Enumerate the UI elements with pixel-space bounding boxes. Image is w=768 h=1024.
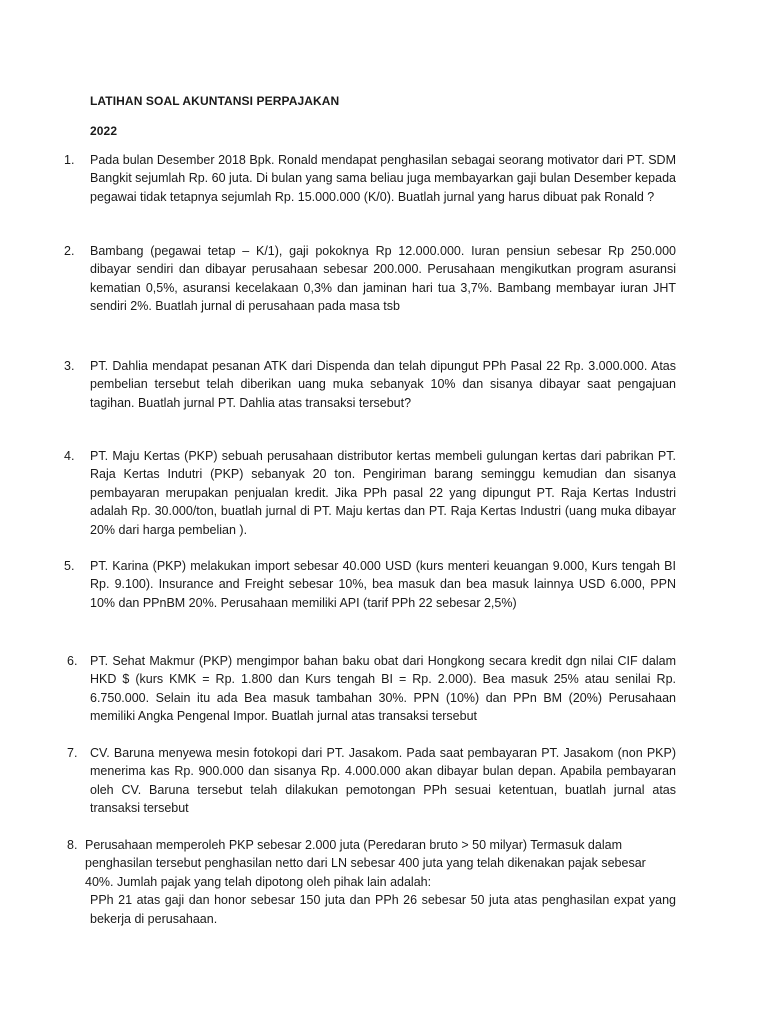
question-number: 2. (64, 244, 75, 258)
question-number: 3. (64, 359, 75, 373)
question-text: PT. Karina (PKP) melakukan import sebesar 40.000 USD (kurs menteri keuangan 9.000, Kurs tengah BI Rp. 9.100). Insurance and Freight sebesar 10%, bea masuk dan bea masuk lainnya USD 6.000, PPN 10% dan PPnBM 20%. Perusahaan memiliki API (tarif PPh 22 sebesar 2,5%) (90, 559, 676, 610)
question-text: Perusahaan memperoleh PKP sebesar 2.000 juta (Peredaran bruto > 50 milyar) Termasuk dalam penghasilan tersebut penghasilan netto dari LN sebesar 400 juta yang telah dikenakan pajak sebesar 40%. Jumlah pajak yang telah dipotong oleh pihak lain adalah: (85, 838, 646, 889)
question-text: CV. Baruna menyewa mesin fotokopi dari PT. Jasakom. Pada saat pembayaran PT. Jasakom (non PKP) menerima kas Rp. 900.000 dan sisanya Rp. 4.000.000 akan dibayar bulan depan. Apabila pembayaran oleh CV. Baruna tersebut telah dilakukan pemotongan PPh sesuai ketentuan, buatlah jurnal atas transaksi tersebut (90, 746, 676, 816)
question-text: PT. Sehat Makmur (PKP) mengimpor bahan baku obat dari Hongkong secara kredit dgn nilai CIF dalam HKD $ (kurs KMK = Rp. 1.800 dan Kurs tengah BI = Rp. 2.000). Bea masuk 25% atau senilai Rp. 6.750.000. Selain itu ada Bea masuk tambahan 30%. PPN (10%) dan PPn BM (20%) Perusahaan memiliki Angka Pengenal Impor. Buatlah jurnal atas transaksi tersebut (90, 654, 676, 724)
question-number: 4. (64, 449, 75, 463)
question-number: 7. (67, 746, 78, 760)
question-text: Pada bulan Desember 2018 Bpk. Ronald mendapat penghasilan sebagai seorang motivator dari PT. SDM Bangkit sejumlah Rp. 60 juta. Di bulan yang sama beliau juga membayarkan gaji bulan Desember kepada pegawai tidak tetapnya sejumlah Rp. 15.000.000 (K/0). Buatlah jurnal yang harus dibuat pak Ronald ? (90, 153, 676, 204)
question-number: 1. (64, 153, 75, 167)
question-text: Bambang (pegawai tetap – K/1), gaji pokoknya Rp 12.000.000. Iuran pensiun sebesar Rp 250.000 dibayar sendiri dan dibayar perusahaan sebesar 200.000. Perusahaan mengikutkan program asuransi kematian 0,5%, asuransi kecelakaan 0,3% dan jaminan hari tua 3,7%. Bambang membayar iuran JHT sendiri 2%. Buatlah jurnal di perusahaan pada masa tsb (90, 244, 676, 314)
question-text: PT. Dahlia mendapat pesanan ATK dari Dispenda dan telah dipungut PPh Pasal 22 Rp. 3.000.000. Atas pembelian tersebut telah diberikan uang muka sebanyak 10% dan sisanya dibayar saat pengajuan tagihan. Buatlah jurnal PT. Dahlia atas transaksi tersebut? (90, 359, 676, 410)
document-title: LATIHAN SOAL AKUNTANSI PERPAJAKAN (90, 94, 340, 108)
question-text: PT. Maju Kertas (PKP) sebuah perusahaan distributor kertas membeli gulungan kertas dari pabrikan PT. Raja Kertas Indutri (PKP) sebanyak 20 ton. Pengiriman barang seminggu kemudian dan sisanya pembayaran merupakan penjualan kredit. Jika PPh pasal 22 yang dipungut PT. Raja Kertas Industri adalah Rp. 30.000/ton, buatlah jurnal di PT. Maju kertas dan PT. Raja Kertas Industri (uang muka dibayar 20% dari harga pembelian ). (90, 449, 676, 537)
question-number: 5. (64, 559, 75, 573)
question-number: 8. (67, 838, 78, 852)
question-number: 6. (67, 654, 78, 668)
question-subtext: PPh 21 atas gaji dan honor sebesar 150 juta dan PPh 26 sebesar 50 juta atas penghasilan expat yang bekerja di perusahaan. (90, 893, 676, 926)
document-year: 2022 (90, 124, 118, 138)
